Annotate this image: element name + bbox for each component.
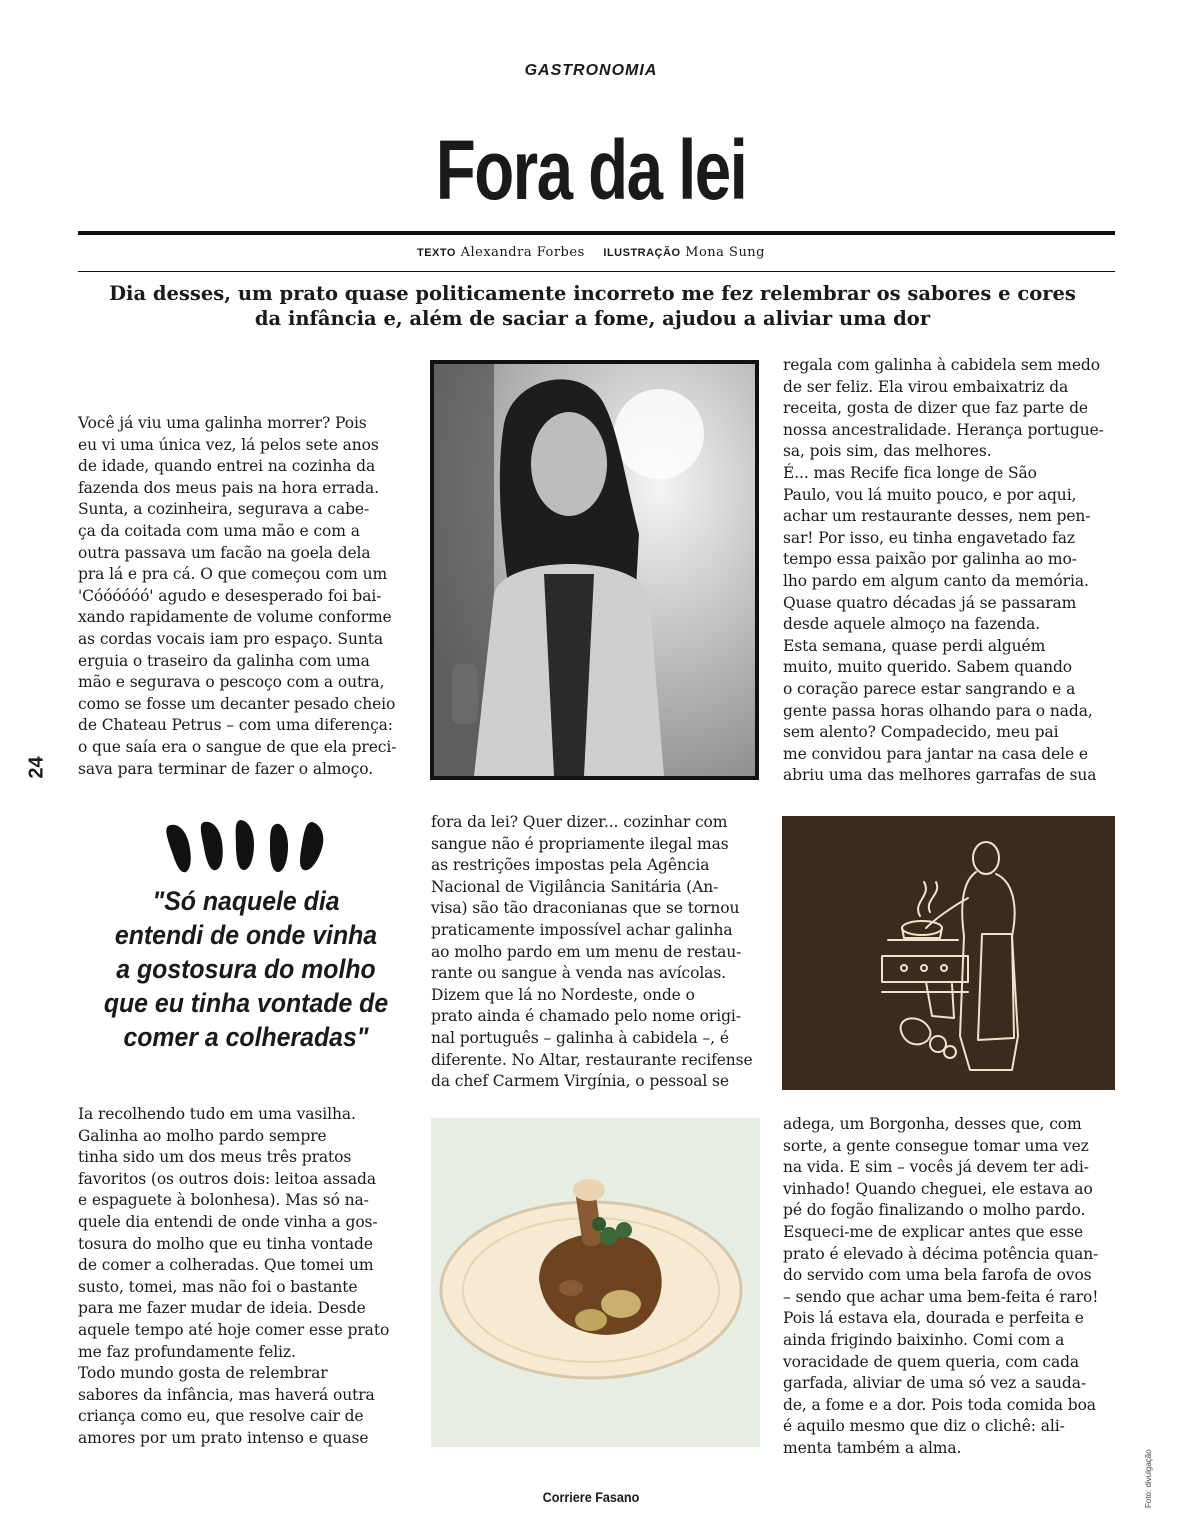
text-author: Alexandra Forbes <box>460 245 585 260</box>
footer-publication: Corriere Fasano <box>542 1489 640 1505</box>
pull-quote: "Só naquele dia entendi de onde vinha a gostosura do molho que eu tinha vontade de comer a colheradas" <box>103 886 389 1052</box>
standfirst: Dia desses, um prato quase politicamente incorreto me fez relembrar os sabores e cores da infância e, além de saciar a fome, ajudou a aliviar uma dor <box>109 282 1076 330</box>
body-col1-bottom: Ia recolhendo tudo em uma vasilha. Galinha ao molho pardo sempre tinha sido um dos meus três pratos favoritos (os outros dois: leitoa assada e espaguete à bolonhesa). Mas só na- quele dia entendi de onde vinha a gos- tosura do molho que eu tinha vontade de comer a colheradas. Que tomei um susto, tomei, mas não foi o bastante para me fazer mudar de ideia. Desde aquele tempo até hoje comer esse prato me faz profundamente feliz. Todo mundo gosta de relembrar sabores da infância, mas haverá outra criança como eu, que resolve cair de amores por um prato intenso e quase <box>78 1105 390 1447</box>
illustration-credit-label: ILUSTRAÇÃO <box>603 247 681 259</box>
photo-credit: Foto: divulgação <box>1144 1449 1153 1508</box>
body-col3-bottom: adega, um Borgonha, desses que, com sorte, a gente consegue tomar uma vez na vida. E sim – vocês já devem ter adi- vinhado! Quando cheguei, ele estava ao pé do fogão finalizando o molho pardo. Esqueci-me de explicar antes que esse prato é elevado à décima potência quan- do servido com uma bela farofa de ovos – sendo que achar uma bem-feita é raro! Pois lá estava ela, dourada e perfeita e ainda frigindo baixinho. Comi com a voracidade de quem queria, com cada garfada, aliviar de uma só vez a sauda- de, a fome e a dor. Pois toda comida boa é aquilo mesmo que diz o clichê: ali- menta também a alma. <box>783 1115 1099 1457</box>
dish-illustration <box>431 1118 760 1447</box>
body-col3-top: regala com galinha à cabidela sem medo de ser feliz. Ela virou embaixatriz da receita, gosta de dizer que faz parte de nossa ancestralidade. Herança portugue- sa, pois sim, das melhores. É... mas Recife fica longe de São Paulo, vou lá muito pouco, e por aqui, achar um restaurante desses, nem pen- sar! Por isso, eu tinha engavetado faz tempo essa paixão por galinha ao mo- lho pardo em algum canto da memória. Quase quatro décadas já se passaram desde aquele almoço na fazenda. Esta semana, quase perdi alguém muito, muito querido. Sabem quando o coração parece estar sangrando e a gente passa horas olhando para o nada, sem alento? Compadecido, meu pai me convidou para jantar na casa dele e abriu uma das melhores garrafas de sua <box>783 356 1104 785</box>
page-number: 24 <box>25 756 48 779</box>
quote-marks-icon <box>162 818 332 874</box>
section-label: GASTRONOMIA <box>524 62 658 79</box>
body-col2-middle: fora da lei? Quer dizer... cozinhar com sangue não é propriamente ilegal mas as restrições impostas pela Agência Nacional de Vigilância Sanitária (An- visa) são tão draconianas que se tornou praticamente impossível achar galinha ao molho pardo em um menu de restau- rante ou sangue à venda nas avícolas. Dizem que lá no Nordeste, onde o prato ainda é chamado pelo nome origi- nal português – galinha à cabidela –, é diferente. No Altar, restaurante recifense da chef Carmem Virgínia, o pessoal se <box>431 813 753 1091</box>
chef-illustration <box>782 816 1115 1090</box>
article-title: Fora da lei <box>435 123 747 217</box>
illustration-author: Mona Sung <box>685 245 766 260</box>
byline <box>0 245 1182 260</box>
byline-divider <box>78 271 1115 272</box>
author-photo <box>430 360 759 780</box>
text-credit-label: TEXTO <box>416 247 456 259</box>
body-col1-top: Você já viu uma galinha morrer? Pois eu vi uma única vez, lá pelos sete anos de idade, quando entrei na cozinha da fazenda dos meus pais na hora errada. Sunta, a cozinheira, segurava a cabe- ça da coitada com uma mão e com a outra passava um facão na goela dela pra lá e pra cá. O que começou com um 'Cóóóóóó' agudo e desesperado foi bai- xando rapidamente de volume conforme as cordas vocais iam pro espaço. Sunta erguia o traseiro da galinha com uma mão e segurava o pescoço com a outra, como se fosse um decanter pesado cheio de Chateau Petrus – com uma diferença: o que saía era o sangue de que ela preci- sava para terminar de fazer o almoço. <box>78 414 397 778</box>
title-divider-thick <box>78 231 1115 235</box>
